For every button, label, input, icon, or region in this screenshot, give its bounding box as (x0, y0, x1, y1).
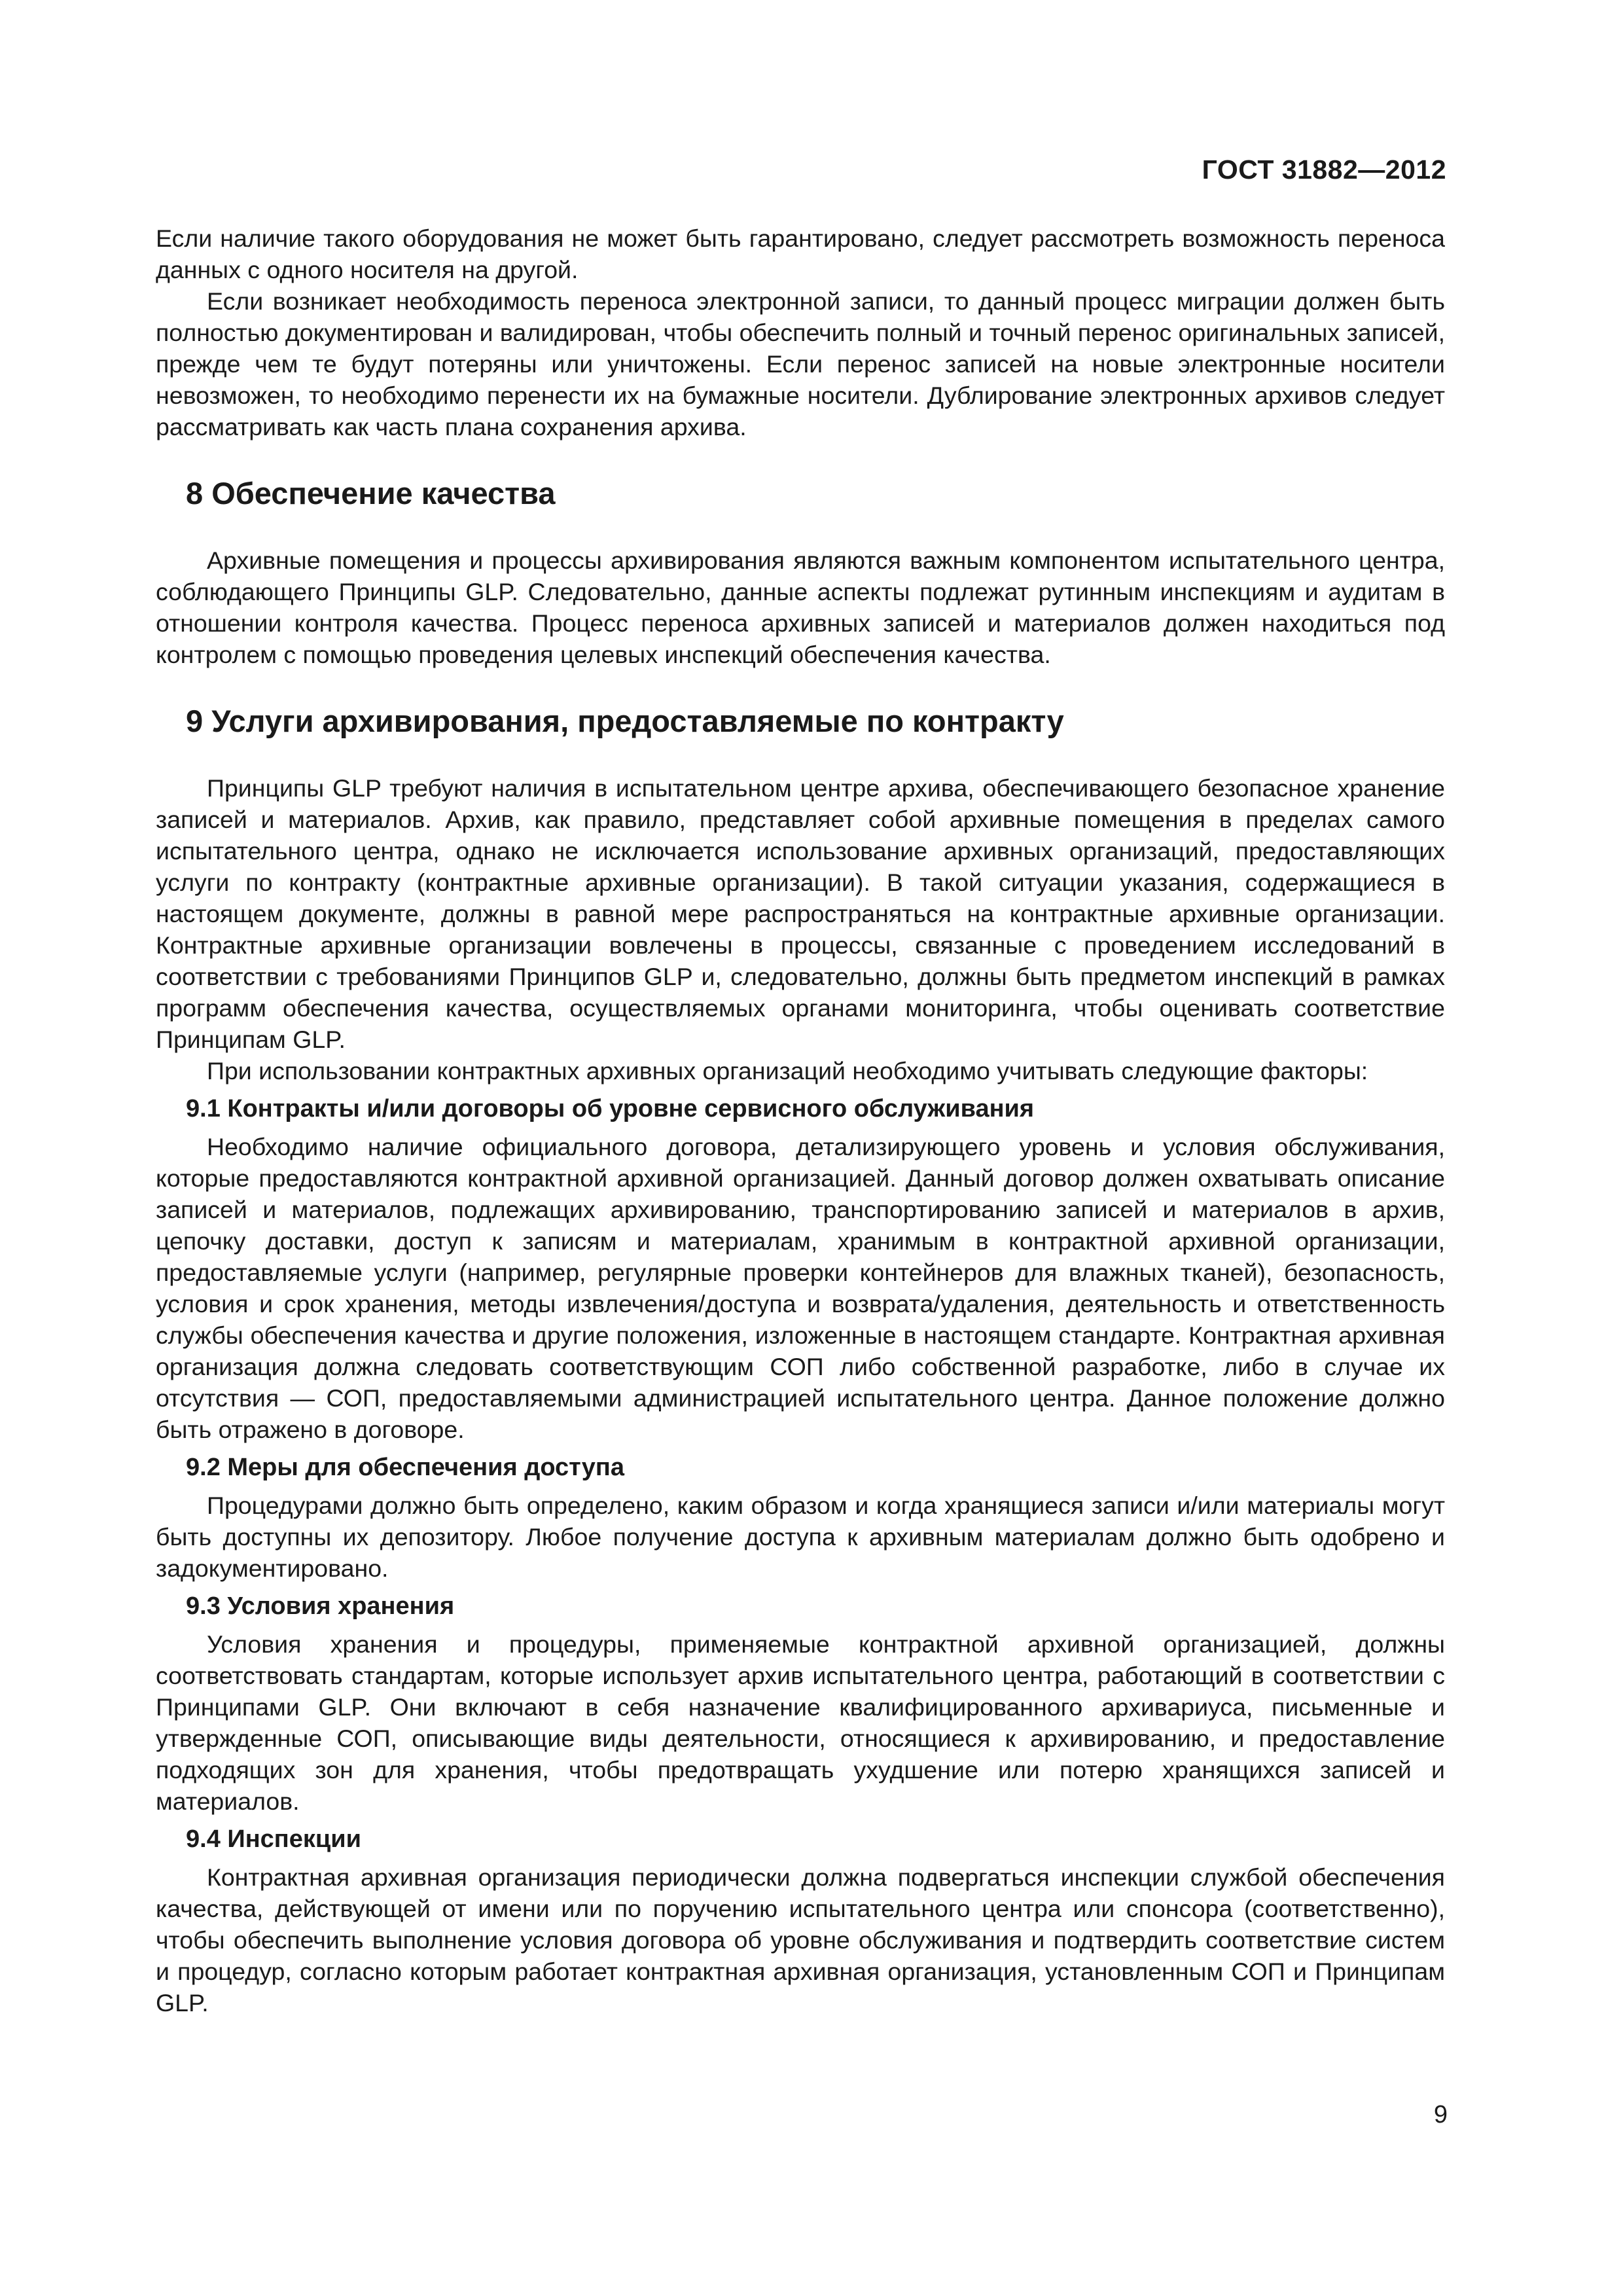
subsection-9-2-paragraph: Процедурами должно быть определено, каким образом и когда хранящиеся записи и/или материалы могут быть доступны их депозитору. Любое получение доступа к архивным материалам должно быть одобрено и задокументировано. (156, 1492, 1445, 1582)
standard-designation: ГОСТ 31882—2012 (1202, 154, 1446, 185)
subsection-9-3-paragraph: Условия хранения и процедуры, применяемые контрактной архивной организацией, должны соответствовать стандартам, которые использует архив испытательного центра, работающий в соответствии с Принципами GLP. Они включают в себя назначение квалифицированного архивариуса, письменные и утвержденные СОП, описывающие виды деятельности, относящиеся к архивированию, и предоставление подходящих зон для хранения, чтобы предотвращать ухудшение или потерю хранящихся записей и материалов. (156, 1630, 1445, 1815)
section-9-heading: 9 Услуги архивирования, предоставляемые по контракту (186, 704, 1064, 738)
subsection-9-1-paragraph: Необходимо наличие официального договора, детализирующего уровень и условия обслуживания, которые предоставляются контрактной архивной организацией. Данный договор должен охватывать описание записей и материалов, подлежащих архивированию, транспортированию записей и материалов в архив, цепочку доставки, доступ к записям и материалам, хранимым в контрактной архивной организации, предоставляемые услуги (например, регулярные проверки контейнеров для влажных тканей), безопасность, условия и срок хранения, методы извлечения/доступа и возврата/удаления, деятельность и ответственность службы обеспечения качества и другие положения, изложенные в настоящем стандарте. Контрактная архивная организация должна следовать соответствующим СОП либо собственной разработке, либо в случае их отсутствия — СОП, предоставляемыми администрацией испытательного центра. Данное положение должно быть отражено в договоре. (156, 1133, 1445, 1443)
page-content (156, 223, 1445, 2018)
section-9-paragraph-2: При использовании контрактных архивных организаций необходимо учитывать следующие факторы: (207, 1057, 1368, 1085)
page-number: 9 (1433, 2101, 1448, 2128)
intro-paragraph-1: Если наличие такого оборудования не может быть гарантировано, следует рассмотреть возможность переноса данных с одного носителя на другой. (156, 224, 1445, 283)
section-8-paragraph-1: Архивные помещения и процессы архивирования являются важным компонентом испытательного центра, соблюдающего Принципы GLP. Следовательно, данные аспекты подлежат рутинным инспекциям и аудитам в отношении контроля качества. Процесс переноса архивных записей и материалов должен находиться под контролем с помощью проведения целевых инспекций обеспечения качества. (156, 547, 1445, 668)
subsection-9-3-heading: 9.3 Условия хранения (186, 1592, 455, 1620)
intro-paragraph-2: Если возникает необходимость переноса электронной записи, то данный процесс миграции должен быть полностью документирован и валидирован, чтобы обеспечить полный и точный перенос оригинальных записей, прежде чем те будут потеряны или уничтожены. Если перенос записей на новые электронные носители невозможен, то необходимо перенести их на бумажные носители. Дублирование электронных архивов следует рассматривать как часть плана сохранения архива. (156, 287, 1445, 440)
section-9-paragraph-1: Принципы GLP требуют наличия в испытательном центре архива, обеспечивающего безопасное хранение записей и материалов. Архив, как правило, представляет собой архивные помещения в пределах самого испытательного центра, однако не исключается использование архивных организаций, предоставляющих услуги по контракту (контрактные архивные организации). В такой ситуации указания, содержащиеся в настоящем документе, должны в равной мере распространяться на контрактные архивные организации. Контрактные архивные организации вовлечены в процессы, связанные с проведением исследований в соответствии с требованиями Принципов GLP и, следовательно, должны быть предметом инспекций в рамках программ обеспечения качества, осуществляемых органами мониторинга, чтобы оценивать соответствие Принципам GLP. (156, 774, 1445, 1053)
section-8-heading: 8 Обеспечение качества (186, 476, 556, 511)
subsection-9-4-paragraph: Контрактная архивная организация периодически должна подвергаться инспекции службой обеспечения качества, действующей от имени или по поручению испытательного центра или спонсора (соответственно), чтобы обеспечить выполнение условия договора об уровне обслуживания и подтвердить соответствие систем и процедур, согласно которым работает контрактная архивная организация, установленным СОП и Принципам GLP. (156, 1863, 1445, 2017)
subsection-9-4-heading: 9.4 Инспекции (186, 1825, 361, 1853)
subsection-9-2-heading: 9.2 Меры для обеспечения доступа (186, 1454, 624, 1481)
subsection-9-1-heading: 9.1 Контракты и/или договоры об уровне сервисного обслуживания (186, 1095, 1035, 1122)
